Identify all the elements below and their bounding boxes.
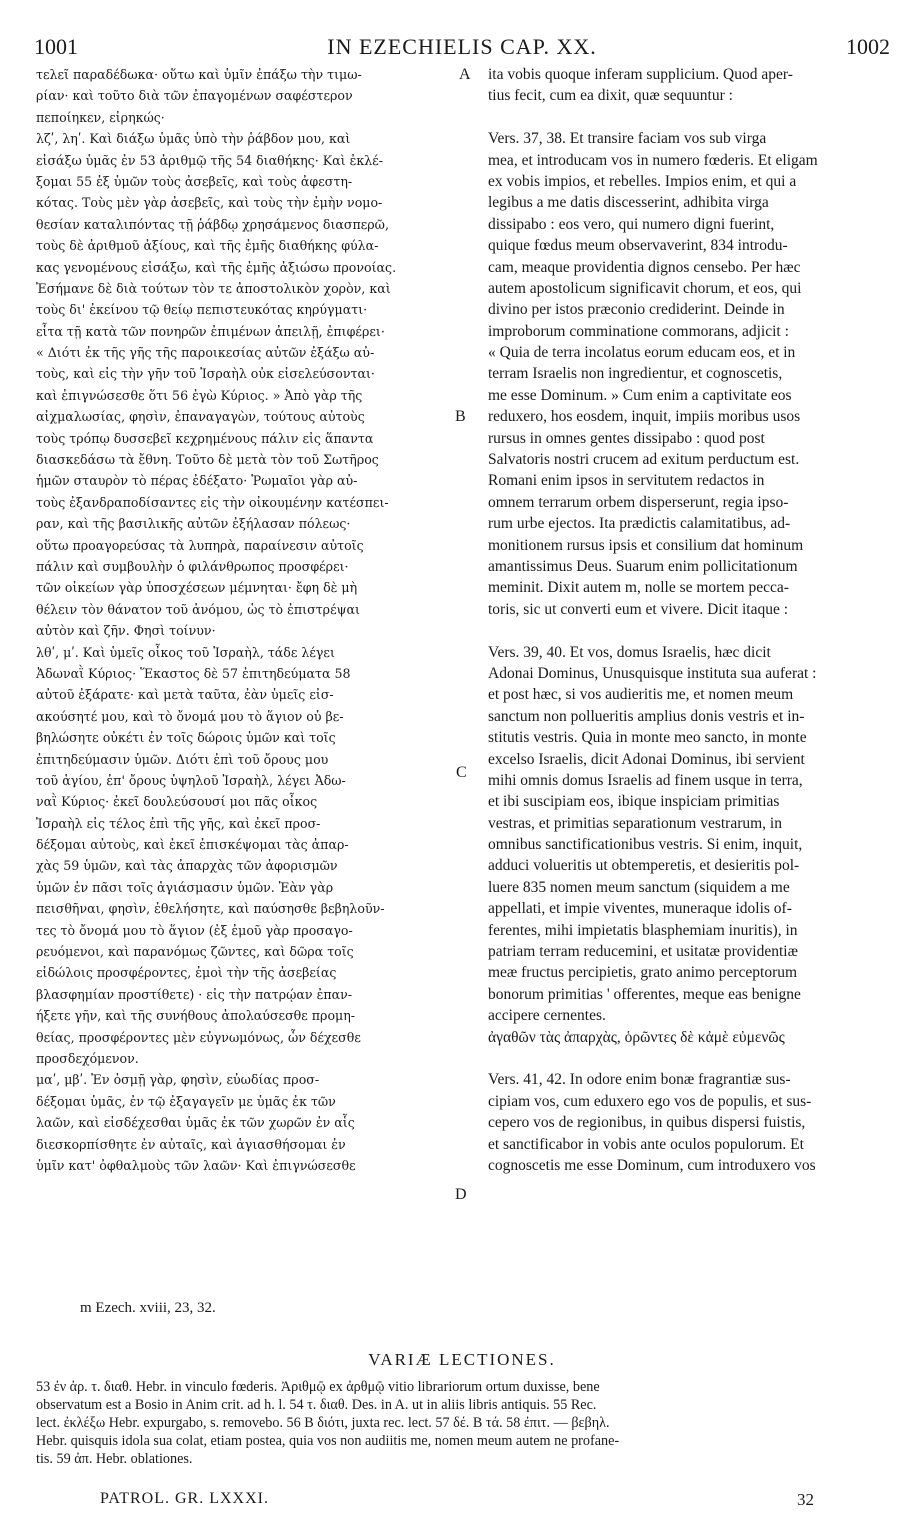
- latin-text-line: Vers. 37, 38. Et transire faciam vos sub virga: [488, 130, 767, 148]
- latin-text-line: quique fœdus meum observaverint, 834 introdu-: [488, 237, 788, 255]
- latin-text-line: meminit. Dixit autem m, nolle se mortem pecca-: [488, 579, 789, 597]
- margin-letter-a: A: [459, 66, 471, 83]
- latin-text-line: Salvatoris nostri crucem ad exitum perductum est.: [488, 451, 800, 469]
- greek-text-line: τοὺς, καὶ εἰς τὴν γῆν τοῦ Ἰσραὴλ οὐκ εἰσελεύσονται·: [36, 366, 375, 382]
- variant-reading-line: Hebr. quisquis idola sua colat, etiam postea, quia vos non audiitis me, nomen meum autem ne profane-: [36, 1433, 620, 1449]
- footnote: m Ezech. xviii, 23, 32.: [80, 1300, 216, 1316]
- latin-text-line: terram Israelis non ingredientur, et cognoscetis,: [488, 365, 783, 383]
- greek-text-line: ἡμῶν σταυρὸν τὸ πέρας ἐδέξατο· Ῥωμαῖοι γὰρ αὐ-: [36, 473, 358, 489]
- greek-text-line: διεσκορπίσθητε ἐν αὐταῖς, καὶ ἁγιασθήσομαι ἐν: [36, 1136, 346, 1152]
- variae-lectiones-title: VARIÆ LECTIONES.: [368, 1350, 556, 1369]
- latin-text-line: cam, meaque providentia dignos censebo. Per hæc: [488, 258, 801, 276]
- greek-text-line: ναῒ Κύριος· ἐκεῖ δουλεύσουσί μοι πᾶς οἶκος: [36, 794, 318, 810]
- greek-text-line: αὐτοῦ ἐξάρατε· καὶ μετὰ ταῦτα, ἐὰν ὑμεῖς εἰσ-: [36, 687, 334, 703]
- variant-reading-line: tis. 59 ἀπ. Hebr. oblationes.: [36, 1451, 193, 1467]
- running-title: IN EZECHIELIS CAP. XX.: [327, 34, 597, 59]
- greek-text-line: δέξομαι αὐτοὺς, καὶ ἐκεῖ ἐπισκέψομαι τὰς ἀπαρ-: [36, 837, 349, 853]
- greek-text-line: μαʹ, μβʹ. Ἐν ὀσμῇ γὰρ, φησὶν, εὐωδίας προσ-: [36, 1072, 320, 1088]
- greek-text-line: ὑμῖν κατ' ὀφθαλμοὺς τῶν λαῶν· Καὶ ἐπιγνώσεσθε: [36, 1157, 356, 1173]
- page-header: [34, 34, 890, 64]
- page-number-left: 1001: [34, 34, 78, 59]
- latin-text-line: luere 835 nomen meum sanctum (siquidem a me: [488, 878, 790, 896]
- latin-text-line: autem apostolicum significavit chorum, et eos, qui: [488, 279, 802, 297]
- greek-text-line: Ἐσήμανε δὲ διὰ τούτων τὸν τε ἀποστολικὸν χορὸν, καὶ: [36, 280, 391, 296]
- latin-text-line: cepero vos de regionibus, in quibus dispersi fuistis,: [488, 1114, 806, 1132]
- latin-text-line: [488, 620, 892, 641]
- latin-column: [488, 64, 892, 1176]
- latin-text-line: reduxero, hos eosdem, inquit, impiis moribus usos: [488, 408, 801, 426]
- greek-text-line: τοῦ ἁγίου, ἐπ' ὄρους ὑψηλοῦ Ἰσραὴλ, λέγει Ἀδω-: [36, 772, 346, 788]
- latin-text-line: appellati, et impie viventes, muneraque idolis of-: [488, 900, 792, 918]
- greek-text-line: ξομαι 55 ἐξ ὑμῶν τοὺς ἀσεβεῖς, καὶ τοὺς ἀφεστη-: [36, 173, 353, 189]
- latin-text-line: divino per istos præconio crediderint. Deinde in: [488, 301, 785, 319]
- latin-text-line: meæ fructus percipietis, grato animo perceptorum: [488, 964, 798, 982]
- greek-text-line: χὰς 59 ὑμῶν, καὶ τὰς ἀπαρχὰς τῶν ἀφορισμῶν: [36, 858, 338, 874]
- greek-text-line: εἰδώλοις προσφέροντες, ἐμοὶ τὴν τῆς ἀσεβείας: [36, 965, 337, 981]
- latin-text-line: omnem terrarum orbem disperserunt, regia ipso-: [488, 493, 789, 511]
- latin-text-line: ferentes, mihi impietatis blasphemiam inuritis), in: [488, 921, 798, 939]
- latin-text-line: et sanctificabor in vobis ante oculos populorum. Et: [488, 1135, 804, 1153]
- latin-text-line: et ibi suscipiam eos, ibique inspiciam primitias: [488, 793, 780, 811]
- latin-text-line: cognoscetis me esse Dominum, cum introduxero vos: [488, 1156, 816, 1174]
- latin-text-line: mea, et introducam vos in numero fœderis. Et eligam: [488, 151, 818, 169]
- latin-text-line: Adonai Dominus, Unusquisque instituta sua auferat :: [488, 664, 817, 682]
- latin-text-line: ἀγαθῶν τὰς ἀπαρχὰς, ὁρῶντες δὲ κἀμὲ εὐμενῶς: [488, 1028, 785, 1046]
- latin-text-line: improborum comminatione commorans, adjicit :: [488, 322, 789, 340]
- greek-text-line: κας γενομένους εἰσάξω, καὶ τῆς ἐμῆς ἀξιώσω προνοίας.: [36, 259, 397, 275]
- variant-reading-line: observatum est a Bosio in Anim crit. ad h. l. 54 τ. διαθ. Des. in A. ut in aliis libris antiquis. 55 Rec.: [36, 1397, 597, 1413]
- greek-text-line: πεισθῆναι, φησὶν, ἐθελήσητε, καὶ παύσησθε βεβηλοῦν-: [36, 901, 385, 917]
- latin-text-line: cipiam vos, cum eduxero ego vos de populis, et sus-: [488, 1092, 812, 1110]
- greek-text-line: δέξομαι ὑμᾶς, ἐν τῷ ἐξαγαγεῖν με ὑμᾶς ἐκ τῶν: [36, 1093, 336, 1109]
- greek-text-line: Ἰσραὴλ εἰς τέλος ἐπὶ τῆς γῆς, καὶ ἐκεῖ προσ-: [36, 815, 321, 831]
- latin-text-line: [488, 1048, 892, 1069]
- latin-text-line: adduci volueritis ut obtemperetis, et desieritis pol-: [488, 857, 800, 875]
- page-footer: [100, 1490, 814, 1514]
- greek-text-line: ήξετε γῆν, καὶ τῆς συνήθους ἀπολαύσεσθε προμη-: [36, 1008, 356, 1024]
- latin-text-line: Vers. 39, 40. Et vos, domus Israelis, hæc dicit: [488, 643, 771, 661]
- greek-text-line: καὶ ἐπιγνώσεσθε ὅτι 56 ἐγὼ Κύριος. » Ἀπὸ γὰρ τῆς: [36, 387, 363, 403]
- latin-text-line: sanctum non pollueritis amplius donis vestris et in-: [488, 707, 805, 725]
- latin-text-line: mihi omnis domus Israelis ad finem usque in terra,: [488, 771, 803, 789]
- greek-text-line: λθʹ, μʹ. Καὶ ὑμεῖς οἶκος τοῦ Ἰσραὴλ, τάδε λέγει: [36, 644, 335, 660]
- latin-text-line: amantissimus Deus. Suarum enim pollicitationum: [488, 557, 798, 575]
- greek-text-line: εἶτα τῇ κατὰ τῶν πονηρῶν ἐπιμένων ἀπειλῇ, ἐπιφέρει·: [36, 323, 385, 339]
- page-number-right: 1002: [846, 34, 890, 59]
- latin-text-line: patriam terram reducemini, et usitatæ providentiæ: [488, 943, 798, 961]
- variant-reading-line: 53 ἐν ἀρ. τ. διαθ. Hebr. in vinculo fœderis. Ἀριθμῷ ex ἀρθμῷ vitio librariorum ortum duxisse, bene: [36, 1379, 600, 1395]
- greek-text-line: « Διότι ἐκ τῆς γῆς τῆς παροικεσίας αὐτῶν ἐξάξω αὐ-: [36, 345, 375, 361]
- greek-text-line: οὕτω προαγορεύσας τὰ λυπηρὰ, παραίνεσιν αὐτοῖς: [36, 537, 364, 553]
- greek-text-line: τοὺς δι' ἐκείνου τῷ θείῳ πεπιστευκότας κηρύγματι·: [36, 302, 368, 318]
- greek-text-line: ραν, καὶ τῆς βασιλικῆς αὐτῶν ἐξήλασαν πόλεως·: [36, 516, 351, 532]
- margin-letter-d: D: [455, 1186, 467, 1203]
- greek-text-line: τοὺς τρόπῳ δυσσεβεῖ κεχρημένους πάλιν εἰς ἅπαντα: [36, 430, 374, 446]
- latin-text-line: [488, 107, 892, 128]
- latin-text-line: accipere cernentes.: [488, 1007, 606, 1025]
- variant-reading-line: lect. ἐκλέξω Hebr. expurgabo, s. removebo. 56 B διότι, juxta rec. lect. 57 δέ. B τά. 58 ἐπιτ. — βεβηλ.: [36, 1415, 610, 1431]
- latin-text-line: « Quia de terra incolatus eorum educam eos, et in: [488, 344, 796, 362]
- latin-text-line: toris, sic ut converti eum et vivere. Dicit itaque :: [488, 600, 789, 618]
- latin-text-line: Vers. 41, 42. In odore enim bonæ fragrantiæ sus-: [488, 1071, 791, 1089]
- latin-text-line: excelso Israelis, dicit Adonai Dominus, ibi servient: [488, 750, 805, 768]
- greek-text-line: βλασφημίαν προστίθετε) · εἰς τὴν πατρῴαν ἐπαν-: [36, 986, 353, 1002]
- latin-text-line: dissipabo : eos vero, qui numero digni fuerint,: [488, 215, 775, 233]
- greek-text-line: τῶν οἰκείων γὰρ ὑποσχέσεων μέμνηται· ἔφη δὲ μὴ: [36, 580, 358, 596]
- greek-text-line: τοὺς ἐξανδραποδίσαντες εἰς τὴν οἰκουμένην κατέσπει-: [36, 494, 389, 510]
- greek-text-line: αἰχμαλωσίας, φησὶν, ἐπαναγαγὼν, τούτους αὐτοὺς: [36, 409, 365, 425]
- greek-text-line: θέλειν τὸν θάνατον τοῦ ἀνόμου, ὡς τὸ ἐπιστρέψαι: [36, 601, 360, 617]
- greek-text-line: αὐτὸν καὶ ζῆν. Φησὶ τοίνυν·: [36, 623, 216, 639]
- latin-text-line: tius fecit, cum ea dixit, quæ sequuntur :: [488, 87, 733, 105]
- greek-text-line: λαῶν, καὶ εἰσδέχεσθαι ὑμᾶς ἐκ τῶν χωρῶν ἐν αἷς: [36, 1115, 355, 1131]
- greek-text-line: ρίαν· καὶ τοῦτο διὰ τῶν ἐπαγομένων σαφέστερον: [36, 88, 353, 104]
- greek-text-line: βηλώσητε οὐκέτι ἐν τοῖς δώροις ὑμῶν καὶ τοῖς: [36, 730, 336, 746]
- latin-text-line: omnibus sanctificationibus vestris. Si enim, inquit,: [488, 836, 803, 854]
- latin-text-line: stitutis vestris. Quia in monte meo sancto, in monte: [488, 729, 807, 747]
- greek-text-line: θεσίαν καταλιπόντας τῇ ῥάβδῳ χρησάμενος διασπερῶ,: [36, 216, 389, 232]
- greek-text-line: εἰσάξω ὑμᾶς ἐν 53 ἀριθμῷ τῆς 54 διαθήκης· Καὶ ἐκλέ-: [36, 152, 383, 168]
- greek-text-line: ἐπιτηδεύμασιν ὑμῶν. Διότι ἐπὶ τοῦ ὄρους μου: [36, 751, 329, 767]
- latin-text-line: et post hæc, si vos audieritis me, et nomen meum: [488, 686, 794, 704]
- latin-text-line: rum urbe ejectos. Ita prædictis calamitatibus, ad-: [488, 515, 791, 533]
- latin-text-line: ita vobis quoque inferam supplicium. Quod aper-: [488, 66, 793, 83]
- margin-letter-b: B: [455, 408, 466, 425]
- footer-signature: 32: [797, 1490, 814, 1509]
- greek-text-line: λζʹ, ληʹ. Καὶ διάξω ὑμᾶς ὑπὸ τὴν ῥάβδον μου, καὶ: [36, 131, 351, 147]
- margin-letter-c: C: [456, 764, 467, 781]
- greek-text-line: πάλιν καὶ συμβουλὴν ὁ φιλάνθρωπος προσφέρει·: [36, 558, 349, 574]
- greek-text-line: προσδεχόμενον.: [36, 1050, 139, 1066]
- greek-text-line: πεποίηκεν, εἰρηκώς·: [36, 109, 165, 125]
- greek-text-line: τελεῖ παραδέδωκα· οὕτω καὶ ὑμῖν ἐπάξω τὴν τιμω-: [36, 67, 362, 82]
- latin-text-line: Romani enim ipsos in servitutem redactos in: [488, 472, 765, 490]
- greek-text-line: ακούσητέ μου, καὶ τὸ ὄνομά μου τὸ ἅγιον οὐ βε-: [36, 708, 344, 724]
- greek-text-line: ρευόμενοι, καὶ παρανόμως ζῶντες, καὶ δῶρα τοῖς: [36, 944, 354, 960]
- greek-text-line: διασκεδάσω τὰ ἔθνη. Τοῦτο δὲ μετὰ τὸν τοῦ Σωτῆρος: [36, 452, 379, 468]
- greek-text-line: ὑμῶν ἐν πᾶσι τοῖς ἁγιάσμασιν ὑμῶν. Ἐὰν γὰρ: [36, 879, 334, 895]
- greek-text-line: κότας. Τοὺς μὲν γὰρ ἀσεβεῖς, καὶ τοὺς τὴν ἐμὴν νομο-: [36, 195, 383, 211]
- greek-text-line: τοὺς δὲ ἀριθμοῦ ἀξίους, καὶ τῆς ἐμῆς διαθήκης φύλα-: [36, 238, 379, 254]
- variae-lectiones: [36, 1378, 894, 1468]
- latin-text-line: vestras, et primitias separationum vestrarum, in: [488, 814, 782, 832]
- greek-text-line: Ἀδωναῒ Κύριος· Ἕκαστος δὲ 57 ἐπιτηδεύματα 58: [36, 665, 351, 681]
- greek-column: [36, 64, 458, 1176]
- latin-text-line: legibus a me datis discesserint, adhibita virga: [488, 194, 769, 212]
- latin-text-line: rursus in omnes gentes dissipabo : quod post: [488, 429, 765, 447]
- latin-text-line: monitionem rursus ipsis et consilium dat hominum: [488, 536, 804, 554]
- latin-text-line: ex vobis impios, et rebelles. Impios enim, et qui a: [488, 172, 797, 190]
- latin-text-line: me esse Dominum. » Cum enim a captivitate eos: [488, 386, 792, 404]
- greek-text-line: θείας, προσφέροντες μὲν εὐγνωμόνως, ὧν δέχεσθε: [36, 1029, 361, 1045]
- greek-text-line: τες τὸ ὄνομά μου τὸ ἅγιον (ἐξ ἐμοῦ γὰρ προσαγο-: [36, 922, 353, 938]
- latin-text-line: bonorum primitias ' offerentes, meque eas benigne: [488, 985, 801, 1003]
- footer-series: PATROL. GR. LXXXI.: [100, 1490, 269, 1507]
